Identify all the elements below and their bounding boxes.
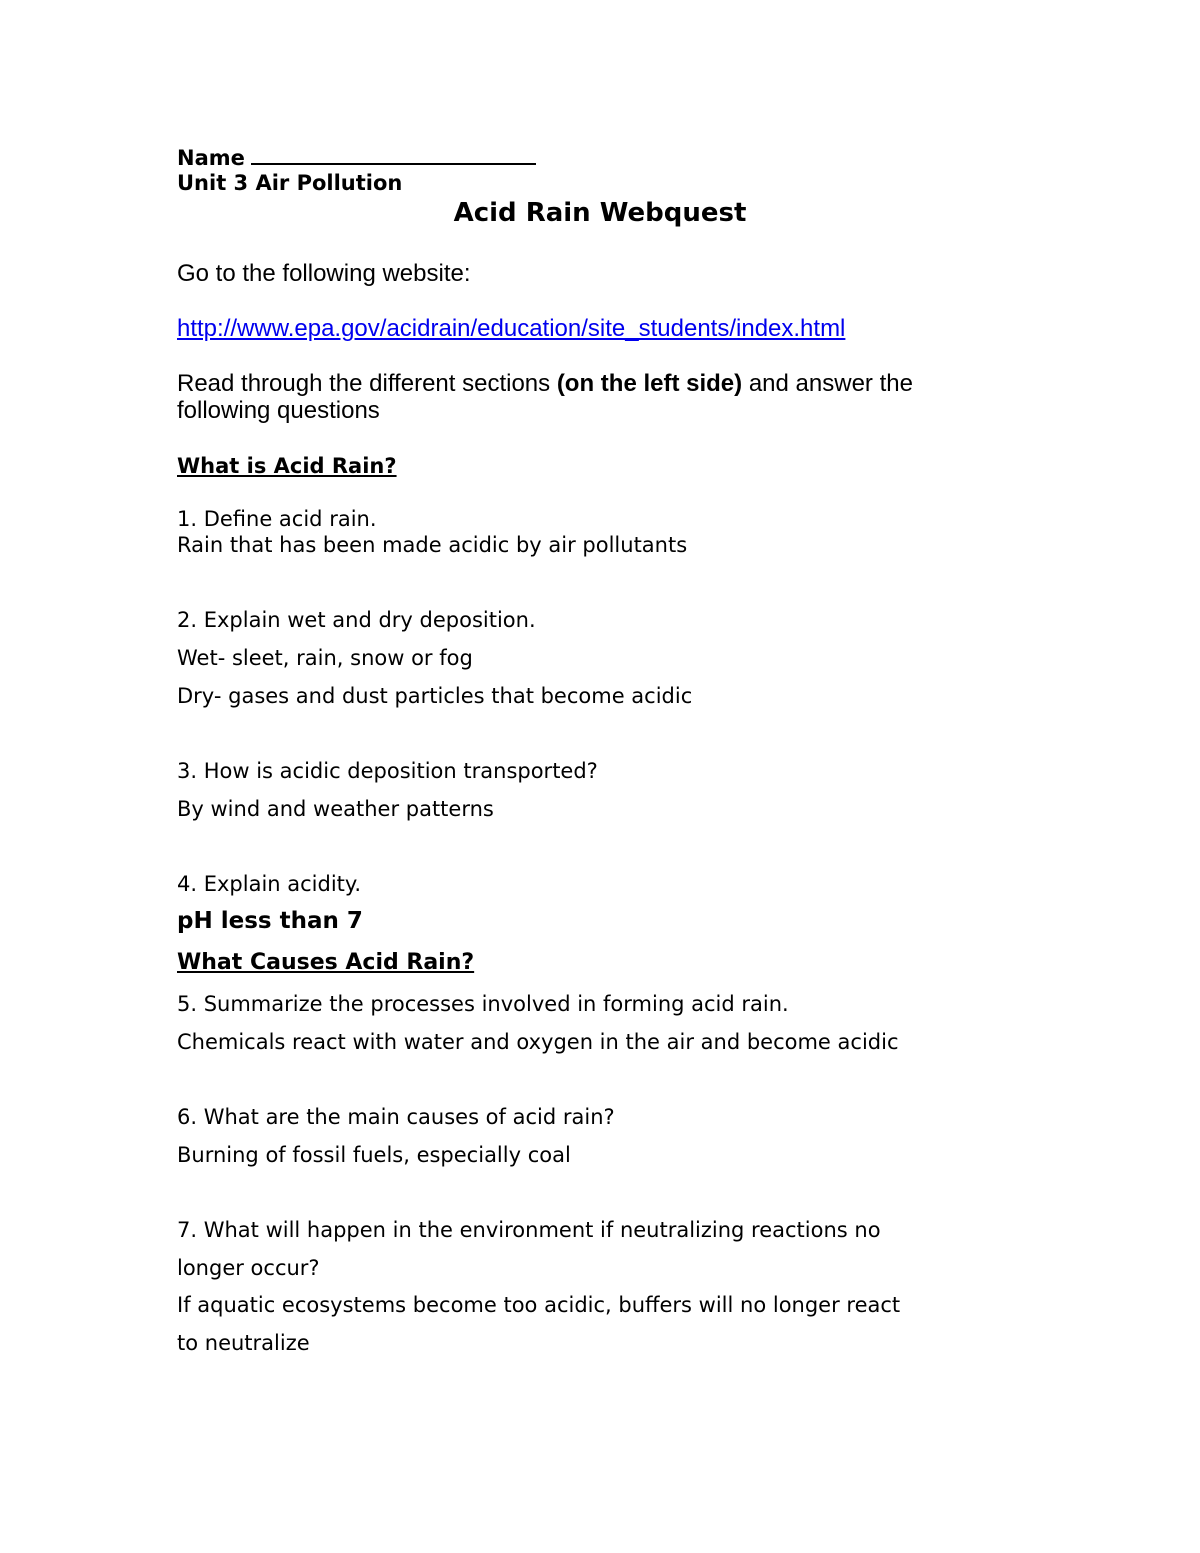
question-7-line2: longer occur? [177, 1256, 320, 1280]
answer-5: Chemicals react with water and oxygen in the air and become acidic [177, 1030, 899, 1054]
answer-7-line2: to neutralize [177, 1331, 310, 1355]
name-blank-field[interactable] [251, 143, 536, 165]
answer-1: Rain that has been made acidic by air pollutants [177, 533, 688, 557]
read-instruction-line2: following questions [177, 397, 380, 424]
name-line [177, 143, 536, 171]
question-3: 3. How is acidic deposition transported? [177, 759, 598, 783]
question-2: 2. Explain wet and dry deposition. [177, 608, 536, 632]
read-instruction [177, 370, 913, 398]
read-instruction-end: and answer the [742, 370, 913, 397]
question-7-line1: 7. What will happen in the environment if neutralizing reactions no [177, 1218, 881, 1242]
answer-2-dry: Dry- gases and dust particles that become acidic [177, 684, 693, 708]
section-heading-what-is-acid-rain: What is Acid Rain? [177, 454, 397, 478]
read-instruction-emphasis: (on the left side) [556, 370, 743, 397]
question-5: 5. Summarize the processes involved in forming acid rain. [177, 992, 789, 1016]
read-instruction-start: Read through the different sections [177, 370, 557, 397]
answer-4: pH less than 7 [177, 908, 363, 934]
goto-instruction: Go to the following website: [177, 260, 471, 287]
answer-2-wet: Wet- sleet, rain, snow or fog [177, 646, 473, 670]
website-link-line [177, 315, 845, 343]
answer-6: Burning of fossil fuels, especially coal [177, 1143, 571, 1167]
answer-3: By wind and weather patterns [177, 797, 494, 821]
question-1: 1. Define acid rain. [177, 507, 377, 531]
name-label: Name [177, 146, 245, 170]
section-heading-what-causes-acid-rain: What Causes Acid Rain? [177, 950, 475, 975]
answer-7-line1: If aquatic ecosystems become too acidic, buffers will no longer react [177, 1293, 901, 1317]
question-6: 6. What are the main causes of acid rain? [177, 1105, 615, 1129]
website-link[interactable]: http://www.epa.gov/acidrain/education/site_students/index.html [177, 315, 846, 342]
page-title: Acid Rain Webquest [453, 198, 747, 228]
unit-label: Unit 3 Air Pollution [177, 171, 403, 195]
question-4: 4. Explain acidity. [177, 872, 362, 896]
